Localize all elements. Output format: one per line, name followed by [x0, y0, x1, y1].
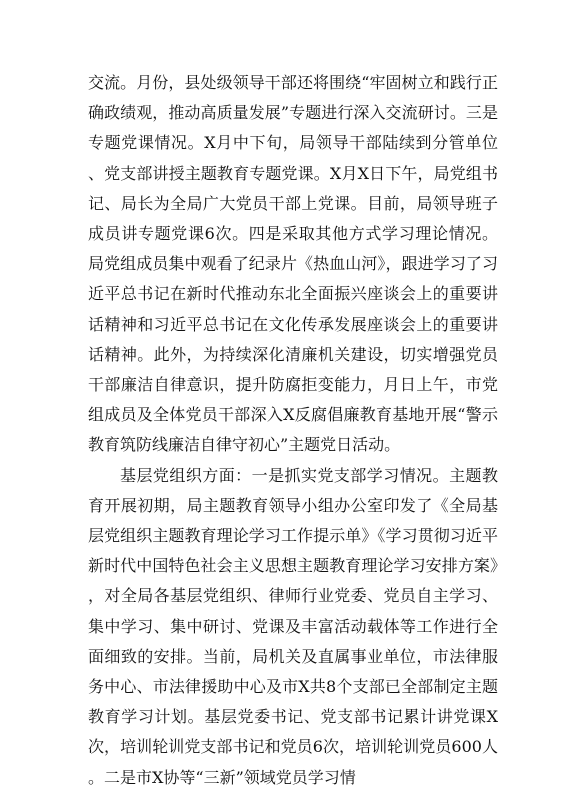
document-body	[88, 68, 498, 793]
paragraph-2: 基层党组织方面：一是抓实党支部学习情况。主题教育开展初期，局主题教育领导小组办公室印发了《全局基层党组织主题教育理论学习工作提示单》《学习贯彻习近平新时代中国特色社会主义思想主题教育理论学习安排方案》，对全局各基层党组织、律师行业党委、党员自主学习、集中学习、集中研讨、党课及丰富活动载体等工作进行全面细致的安排。当前，局机关及直属事业单位，市法律服务中心、市法律援助中心及市X共8个支部已全部制定主题教育学习计划。基层党委书记、党支部书记累计讲党课X次，培训轮训党支部书记和党员6次，培训轮训党员600人。二是市X协等“三新”领域党员学习情	[88, 465, 498, 787]
paragraph-1: 交流。月份，县处级领导干部还将围绕“牢固树立和践行正确政绩观，推动高质量发展”专题进行深入交流研讨。三是专题党课情况。X月中下旬，局领导干部陆续到分管单位、党支部讲授主题教育专题党课。X月X日下午，局党组书记、局长为全局广大党员干部上党课。目前，局领导班子成员讲专题党课6次。四是采取其他方式学习理论情况。局党组成员集中观看了纪录片《热血山河》，跟进学习了习近平总书记在新时代推动东北全面振兴座谈会上的重要讲话精神和习近平总书记在文化传承发展座谈会上的重要讲话精神。此外，为持续深化清廉机关建设，切实增强党员干部廉洁自律意识，提升防腐拒变能力，月日上午，市党组成员及全体党员干部深入X反腐倡廉教育基地开展“警示教育筑防线廉洁自律守初心”主题党日活动。	[88, 73, 498, 455]
